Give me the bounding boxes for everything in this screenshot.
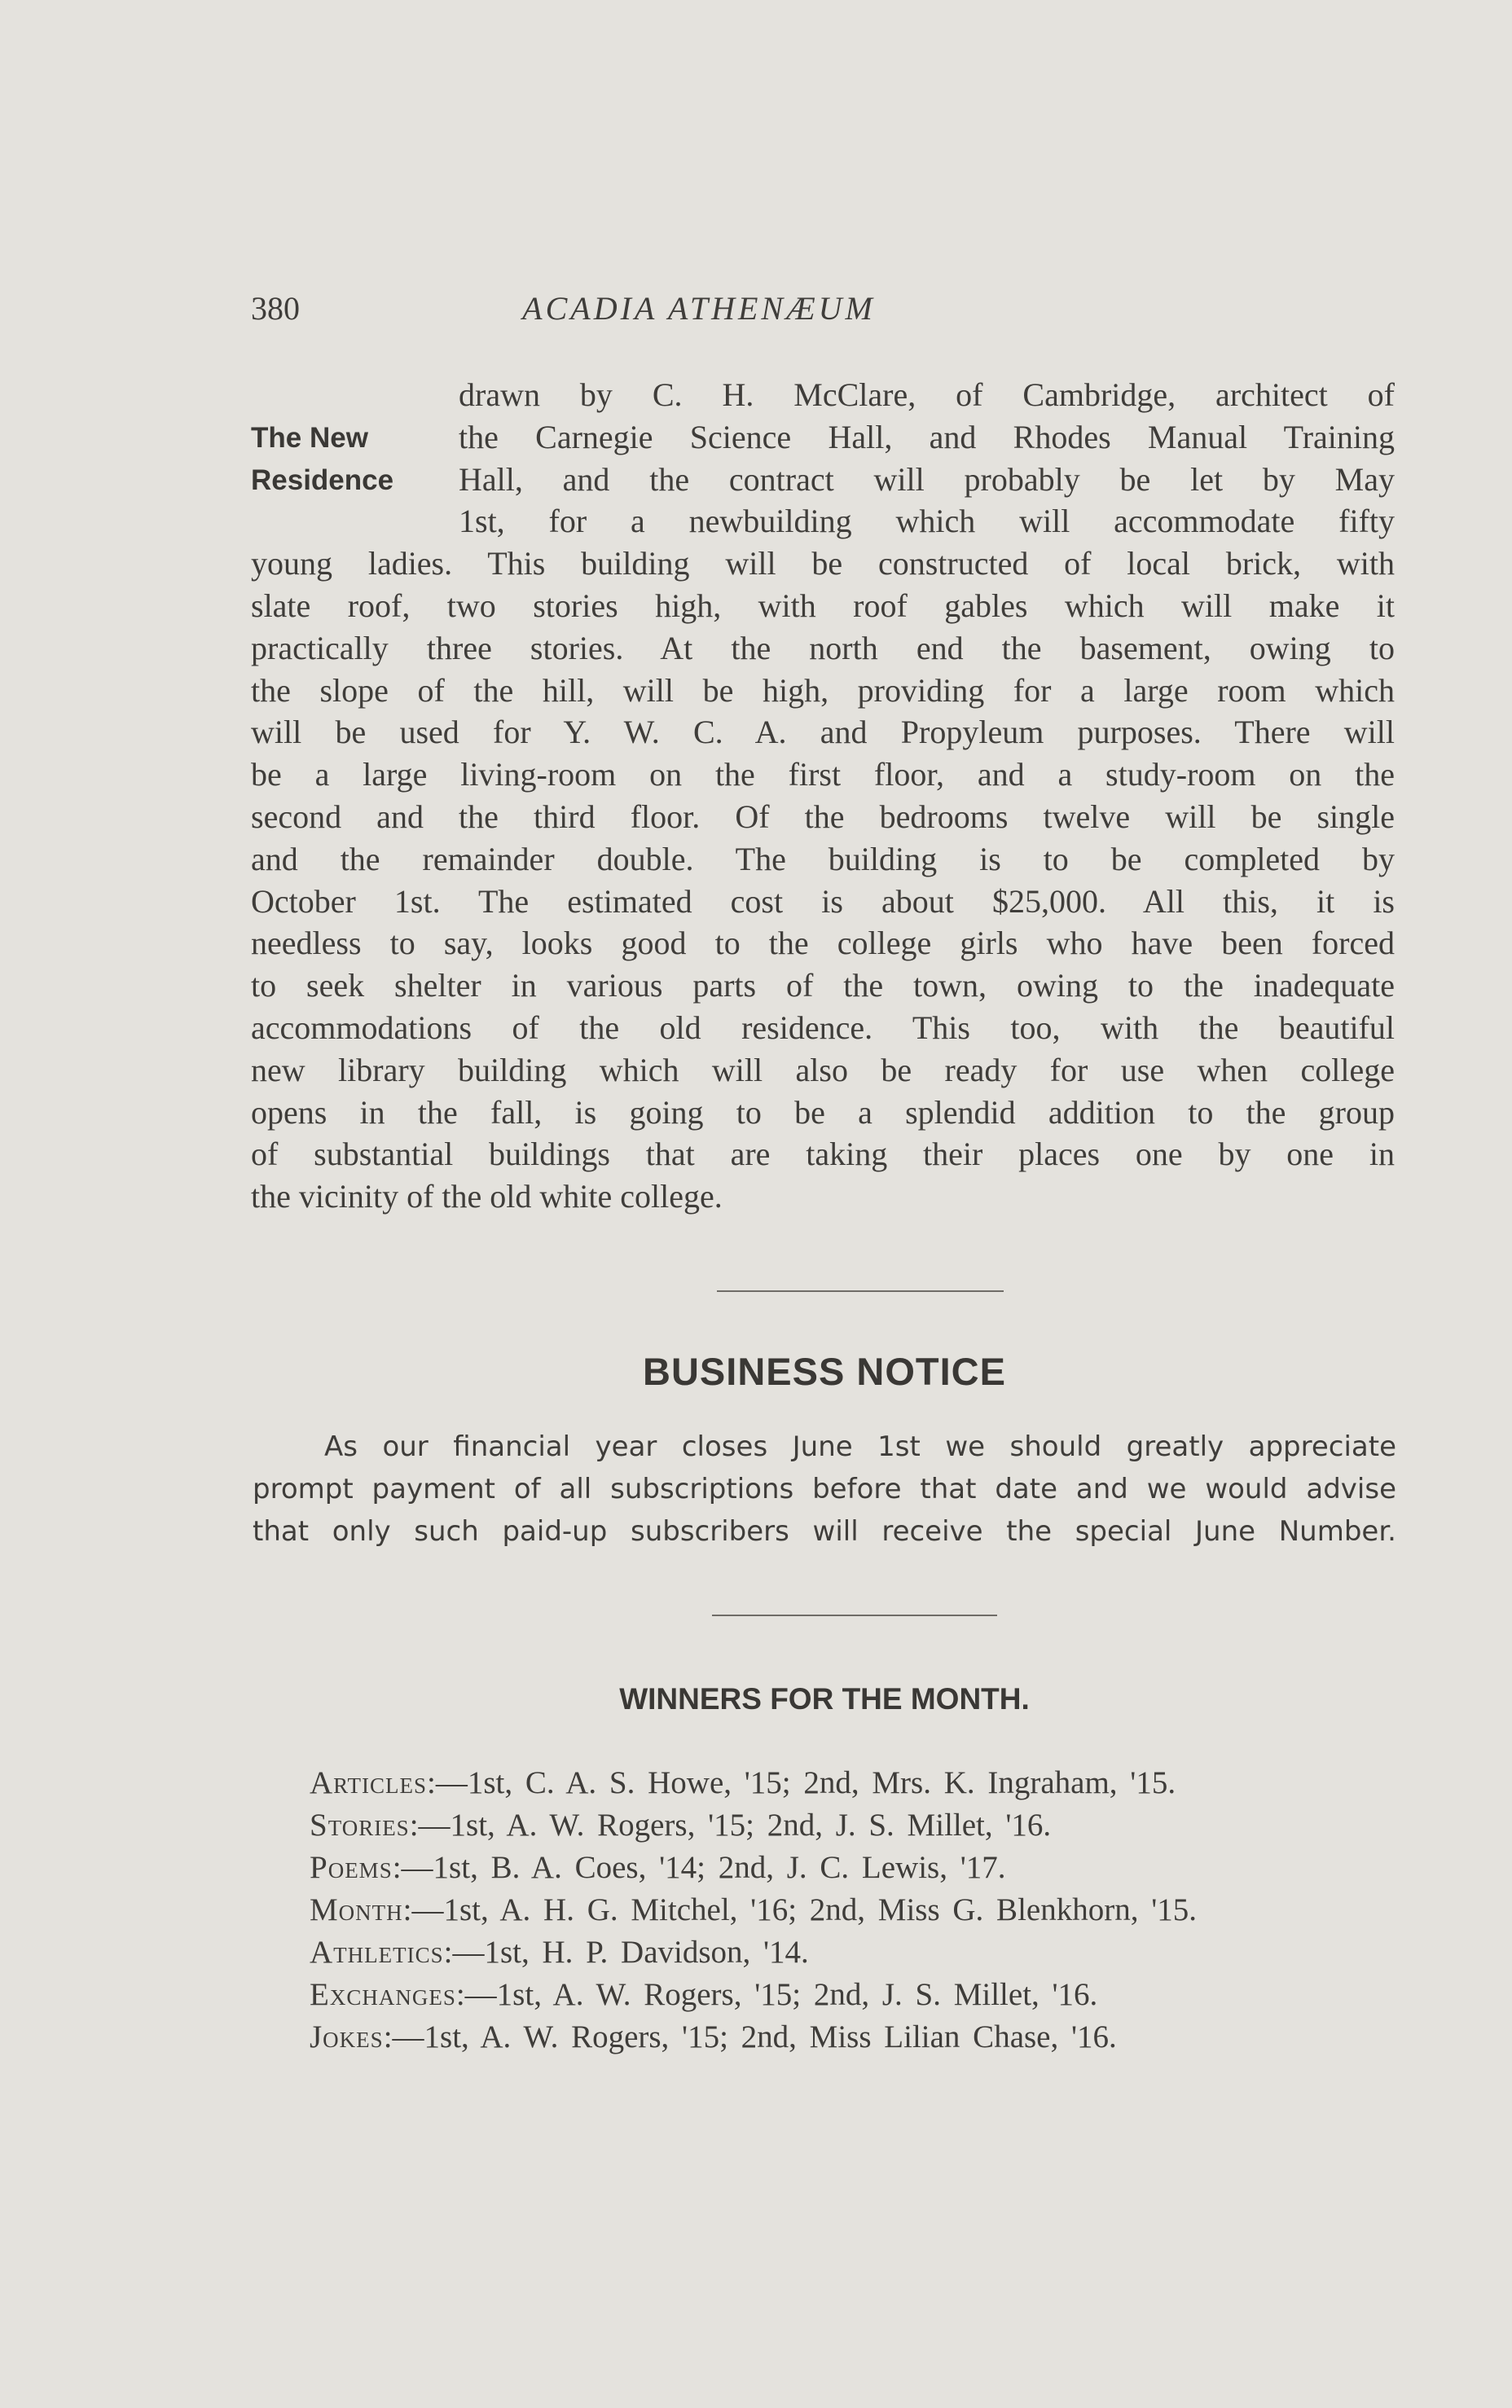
running-title: ACADIA ATHENÆUM bbox=[522, 290, 876, 327]
notice-line: As our financial year closes June 1st we should greatly appreciate bbox=[324, 1430, 1396, 1463]
winner-entry bbox=[310, 2016, 1197, 2059]
winner-category: Month bbox=[310, 1892, 403, 1927]
body-line: new library building which will also be ready for use when college bbox=[251, 1051, 1395, 1088]
business-notice-title: BUSINESS NOTICE bbox=[643, 1350, 1006, 1393]
body-line: drawn by C. H. McClare, of Cambridge, architect of bbox=[459, 376, 1395, 413]
page-number: 380 bbox=[251, 290, 300, 327]
winner-entry bbox=[310, 1974, 1197, 2016]
body-line: accommodations of the old residence. This too, with the beautiful bbox=[251, 1008, 1395, 1046]
body-line: October 1st. The estimated cost is about $25,000. All this, it is bbox=[251, 882, 1395, 920]
winner-names: :—1st, B. A. Coes, '14; 2nd, J. C. Lewis, '17. bbox=[392, 1850, 1006, 1885]
residence-article bbox=[251, 374, 1395, 1218]
winner-category: Athletics bbox=[310, 1935, 444, 1970]
body-line: needless to say, looks good to the college girls who have been forced bbox=[251, 925, 1395, 962]
winner-category: Poems bbox=[310, 1850, 393, 1885]
winner-names: :—1st, A. H. G. Mitchel, '16; 2nd, Miss G. Blenkhorn, '15. bbox=[402, 1892, 1197, 1927]
body-line: will be used for Y. W. C. A. and Propyleum purposes. There will bbox=[251, 714, 1395, 751]
winner-names: :—1st, H. P. Davidson, '14. bbox=[443, 1935, 809, 1970]
body-line: second and the third floor. Of the bedrooms twelve will be single bbox=[251, 798, 1395, 835]
body-line: of substantial buildings that are taking their places one by one in bbox=[251, 1136, 1395, 1173]
section-divider bbox=[717, 1290, 1004, 1292]
winner-category: Articles bbox=[310, 1765, 428, 1800]
body-line: the slope of the hill, will be high, providing for a large room which bbox=[251, 671, 1395, 709]
body-line: the vicinity of the old white college. bbox=[251, 1178, 723, 1215]
winner-entry bbox=[310, 1931, 1197, 1974]
side-heading-line: The New bbox=[251, 422, 368, 454]
winners-list bbox=[310, 1762, 1197, 2059]
winner-category: Jokes bbox=[310, 2019, 384, 2054]
section-divider bbox=[712, 1615, 997, 1616]
notice-line: that only such paid-up subscribers will receive the special June Number. bbox=[253, 1515, 1396, 1548]
winner-entry bbox=[310, 1889, 1197, 1931]
winner-entry bbox=[310, 1847, 1197, 1889]
body-line: practically three stories. At the north end the basement, owing to bbox=[251, 629, 1395, 666]
body-line: opens in the fall, is going to be a splendid addition to the group bbox=[251, 1093, 1395, 1131]
notice-line: prompt payment of all subscriptions before that date and we would advise bbox=[253, 1473, 1396, 1505]
side-heading-line: Residence bbox=[251, 464, 394, 496]
winner-entry bbox=[310, 1762, 1197, 1804]
winner-names: :—1st, C. A. S. Howe, '15; 2nd, Mrs. K. Ingraham, '15. bbox=[427, 1765, 1176, 1800]
body-line: 1st, for a newbuilding which will accommodate fifty bbox=[459, 503, 1395, 540]
body-line: to seek shelter in various parts of the town, owing to the inadequate bbox=[251, 967, 1395, 1004]
body-line: the Carnegie Science Hall, and Rhodes Manual Training bbox=[459, 418, 1395, 455]
winner-names: :—1st, A. W. Rogers, '15; 2nd, Miss Lilian Chase, '16. bbox=[383, 2019, 1117, 2054]
winner-names: :—1st, A. W. Rogers, '15; 2nd, J. S. Millet, '16. bbox=[409, 1808, 1052, 1843]
body-line: young ladies. This building will be constructed of local brick, with bbox=[251, 545, 1395, 582]
body-line: and the remainder double. The building is to be completed by bbox=[251, 840, 1395, 877]
running-head bbox=[251, 289, 1391, 335]
winner-names: :—1st, A. W. Rogers, '15; 2nd, J. S. Millet, '16. bbox=[455, 1977, 1098, 2012]
winner-entry bbox=[310, 1804, 1197, 1847]
winner-category: Exchanges bbox=[310, 1977, 456, 2012]
business-notice-text bbox=[253, 1426, 1396, 1553]
winner-category: Stories bbox=[310, 1808, 410, 1843]
body-line: Hall, and the contract will probably be let by May bbox=[459, 460, 1395, 498]
body-line: slate roof, two stories high, with roof gables which will make it bbox=[251, 587, 1395, 624]
winners-title: WINNERS FOR THE MONTH. bbox=[619, 1682, 1030, 1716]
body-line: be a large living-room on the first floor, and a study-room on the bbox=[251, 756, 1395, 793]
